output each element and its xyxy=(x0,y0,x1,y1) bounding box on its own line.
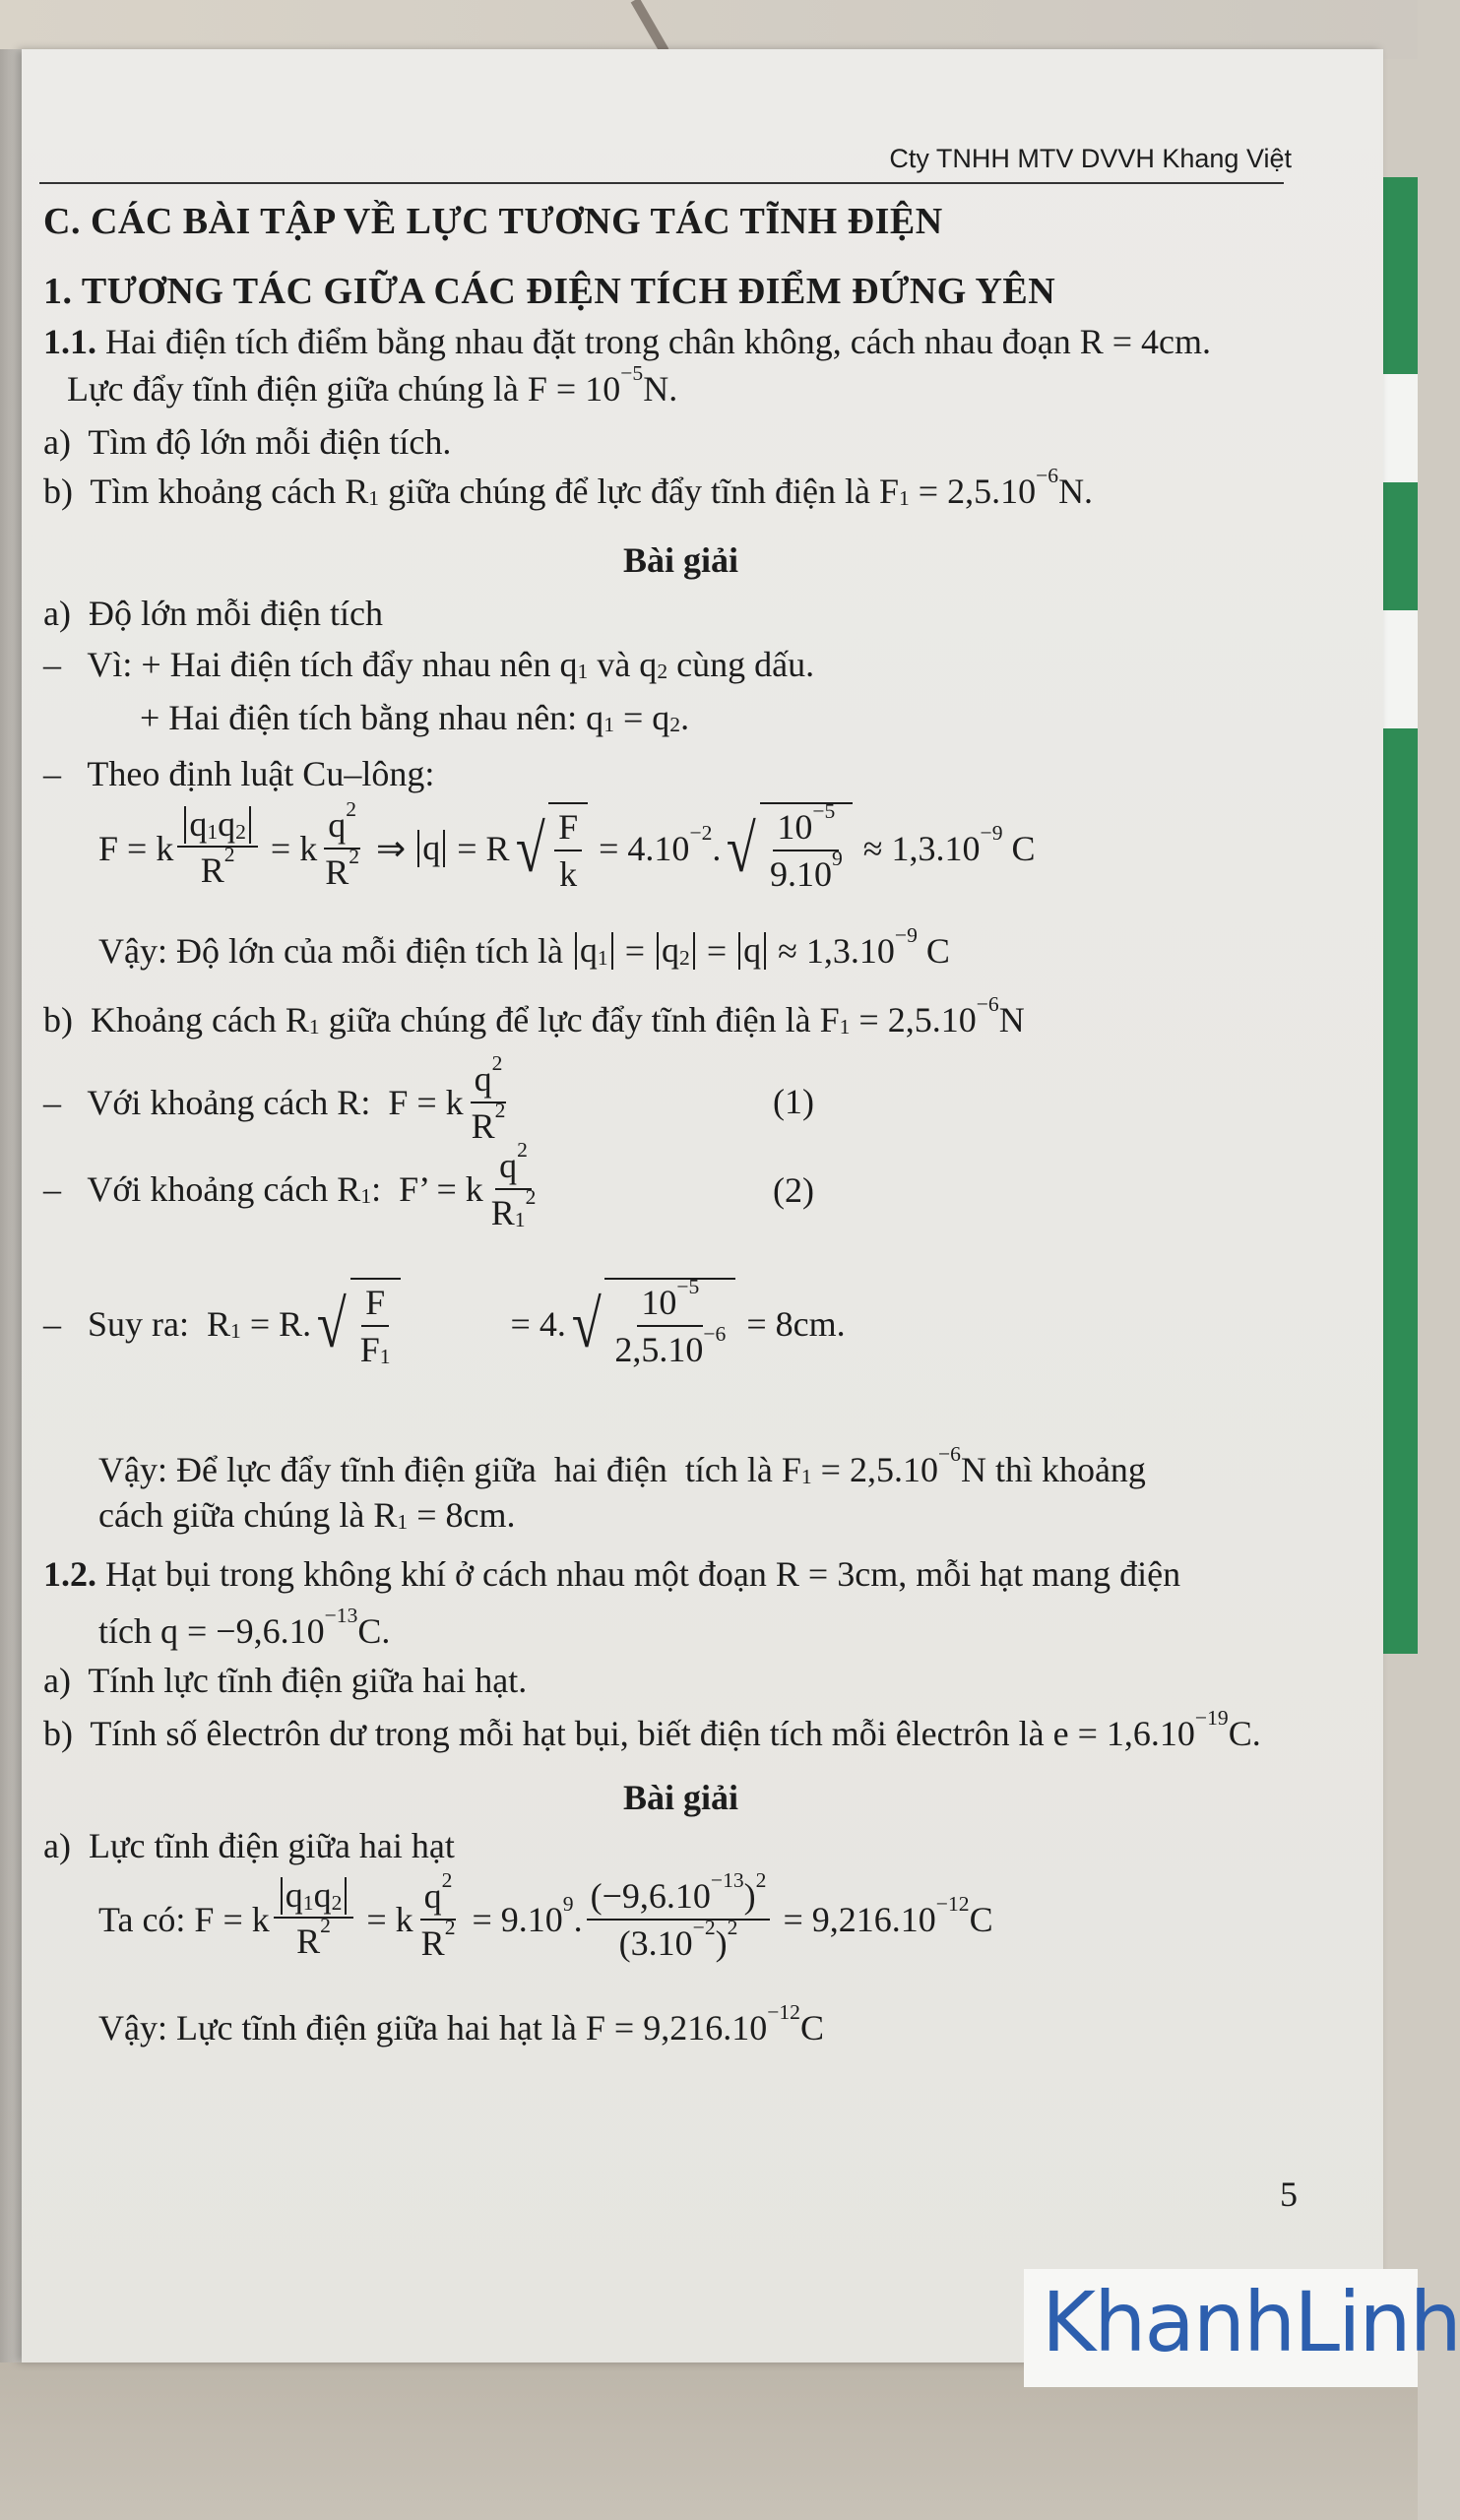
absolute-value xyxy=(281,1877,348,1915)
problem-number: 1.2. xyxy=(43,1554,96,1594)
superscript: 2 xyxy=(320,1914,331,1938)
text-run: tích q = −9,6.10 xyxy=(98,1611,325,1651)
subscript: 1 xyxy=(302,1891,314,1916)
text-run: = R. xyxy=(240,1304,312,1344)
solution-2a-heading xyxy=(43,1825,455,1866)
text-run: b) Tìm khoảng cách R xyxy=(43,472,369,511)
subscript: 1 xyxy=(839,1015,851,1040)
text-run: N. xyxy=(643,369,678,409)
problem-1-1 xyxy=(43,321,1211,362)
square-root xyxy=(568,1275,736,1370)
numerator xyxy=(471,1051,507,1103)
text-run: = 4.10 xyxy=(590,829,690,868)
text-run: b) Khoảng cách R xyxy=(43,1000,309,1040)
subscript: 1 xyxy=(800,1465,812,1489)
subscript: 1 xyxy=(597,946,608,971)
text-run: F = k xyxy=(98,829,174,868)
superscript: −9 xyxy=(894,923,918,948)
radicand xyxy=(350,1278,401,1370)
subscript: 1 xyxy=(379,1345,391,1369)
square-root xyxy=(723,799,852,895)
numerator xyxy=(637,1275,703,1327)
numerator xyxy=(554,806,582,851)
text-run: – Theo định luật Cu–lông: xyxy=(43,754,435,793)
text-run: R xyxy=(420,1923,445,1963)
fraction xyxy=(487,1138,540,1233)
denominator xyxy=(417,1916,460,1964)
problem-1-1-force xyxy=(67,361,678,410)
text-run: q xyxy=(474,1059,492,1099)
text-run: ≈ 1,3.10 xyxy=(854,829,981,868)
text-run: Vậy: Để lực đẩy tĩnh điện giữa hai điện tích là F xyxy=(98,1450,801,1489)
superscript: −9 xyxy=(980,821,1003,846)
text-run: q xyxy=(662,930,680,971)
text-run: C xyxy=(917,931,950,971)
text-run: C. xyxy=(1228,1714,1261,1753)
superscript: 2 xyxy=(223,843,235,867)
text-run: ≈ 1,3.10 xyxy=(769,931,895,971)
text-run: = q xyxy=(613,698,670,737)
superscript: −13 xyxy=(324,1604,358,1628)
superscript: 2 xyxy=(517,1138,528,1163)
subscript: 1 xyxy=(207,820,219,845)
denominator xyxy=(356,1327,395,1370)
text-run: a) Tính lực tĩnh điện giữa hai hạt. xyxy=(43,1661,528,1700)
text-run: Vậy: Lực tĩnh điện giữa hai hạt là F = 9,216.10 xyxy=(98,2008,768,2048)
square-root xyxy=(313,1278,400,1370)
green-object-stripe xyxy=(1383,374,1418,482)
text-run: q xyxy=(285,1875,303,1916)
numerator xyxy=(495,1138,532,1190)
text-run: a) Tìm độ lớn mỗi điện tích. xyxy=(43,422,452,462)
text-run: q xyxy=(422,828,441,868)
radical-sign: √ xyxy=(316,1286,347,1361)
text-run: 10 xyxy=(777,807,813,847)
text-run: và q xyxy=(588,645,658,684)
page-number: 5 xyxy=(1280,2174,1298,2214)
text-run: = 2,5.10 xyxy=(850,1000,977,1040)
text-run: b) Tính số êlectrôn dư trong mỗi hạt bụi, biết điện tích mỗi êlectrôn là e = 1,6.10 xyxy=(43,1714,1195,1753)
text-run: = 8cm. xyxy=(408,1495,516,1535)
superscript: 2 xyxy=(441,1868,453,1893)
conclusion-b xyxy=(98,1442,1146,1490)
superscript: 2 xyxy=(494,1099,506,1123)
text-run: cách giữa chúng là R xyxy=(98,1495,398,1535)
section-title-1: 1. TƯƠNG TÁC GIỮA CÁC ĐIỆN TÍCH ĐIỂM ĐỨNG YÊN xyxy=(43,271,1056,312)
radical-sign: √ xyxy=(571,1286,602,1361)
text-run: ⇒ xyxy=(367,829,415,868)
text-run: q xyxy=(743,930,762,971)
superscript: 2 xyxy=(444,1916,456,1940)
conclusion-b-2 xyxy=(98,1494,516,1536)
question-a xyxy=(43,421,451,463)
text-run: C. xyxy=(357,1611,391,1651)
text-run: : F’ = k xyxy=(371,1169,483,1209)
subscript: 1 xyxy=(577,660,589,684)
text-run: a) Lực tĩnh điện giữa hai hạt xyxy=(43,1826,455,1865)
text-run: Vậy: Độ lớn của mỗi điện tích là xyxy=(98,931,572,971)
absolute-value xyxy=(417,830,445,867)
page-edge xyxy=(0,49,22,2362)
text-run: N. xyxy=(1058,472,1094,511)
text-run: R xyxy=(490,1193,515,1232)
text-run: ) xyxy=(743,1876,756,1916)
text-run: . xyxy=(680,698,690,737)
text-run: Lực đẩy tĩnh điện giữa chúng là F = 10 xyxy=(67,369,621,409)
superscript: 2 xyxy=(755,1868,767,1893)
text-run: = 4. xyxy=(510,1304,566,1344)
problem-1-2-charge xyxy=(98,1604,391,1652)
denominator xyxy=(197,843,239,891)
denominator xyxy=(615,1916,742,1964)
text-run: = 9,216.10 xyxy=(774,1900,936,1939)
radicand xyxy=(548,802,588,895)
superscript: −6 xyxy=(703,1322,727,1347)
conclusion-2a xyxy=(98,2000,824,2048)
denominator xyxy=(555,851,581,895)
text-run: R xyxy=(200,850,224,890)
superscript: −12 xyxy=(935,1892,970,1917)
coulomb-law-label xyxy=(43,753,434,794)
text-run: F xyxy=(558,807,579,847)
subscript: 2 xyxy=(679,946,690,971)
reason-line-2 xyxy=(140,697,689,738)
text-run: = 8cm. xyxy=(737,1304,846,1344)
watermark: KhanhLinh xyxy=(1042,2274,1460,2370)
text-run: = xyxy=(615,931,655,971)
text-run: Ta có: F = k xyxy=(98,1900,270,1939)
reason-line xyxy=(43,644,814,685)
subscript: 2 xyxy=(669,713,681,737)
text-run: 2,5.10 xyxy=(614,1330,704,1369)
fraction xyxy=(468,1051,510,1147)
superscript: −5 xyxy=(676,1275,700,1299)
subscript: 2 xyxy=(331,1891,343,1916)
superscript: 2 xyxy=(349,845,360,869)
superscript: −6 xyxy=(937,1442,961,1467)
radical-sign: √ xyxy=(515,810,545,886)
radicand xyxy=(760,799,853,895)
text-run: C xyxy=(799,2008,824,2048)
numerator xyxy=(361,1282,389,1327)
question-b xyxy=(43,464,1094,512)
denominator xyxy=(610,1322,730,1370)
denominator xyxy=(321,845,363,893)
text-run: C xyxy=(1002,829,1036,868)
superscript: 9 xyxy=(831,847,843,871)
superscript: 2 xyxy=(727,1916,738,1940)
text-run: Bài giải xyxy=(622,1778,739,1817)
superscript: 2 xyxy=(525,1185,537,1210)
header-rule xyxy=(39,182,1284,184)
text-run: = k xyxy=(357,1900,413,1939)
text-run: q xyxy=(579,930,598,971)
text-run: q xyxy=(218,804,236,845)
numerator xyxy=(773,799,839,851)
text-run: = k xyxy=(261,829,318,868)
subscript: 1 xyxy=(308,1015,320,1040)
text-run: = 2,5.10 xyxy=(811,1450,938,1489)
denominator xyxy=(292,1914,335,1962)
absolute-value xyxy=(657,932,695,970)
text-run: = R xyxy=(448,829,510,868)
subscript: 1 xyxy=(368,486,380,511)
subscript: 2 xyxy=(235,820,246,845)
text-run: – Vì: + Hai điện tích đẩy nhau nên q xyxy=(43,645,578,684)
superscript: 2 xyxy=(346,797,357,822)
publisher-header: Cty TNHH MTV DVVH Khang Việt xyxy=(889,144,1292,173)
subscript: 1 xyxy=(514,1208,526,1232)
fraction xyxy=(766,799,847,895)
superscript: 9 xyxy=(562,1892,574,1917)
superscript: −2 xyxy=(692,1916,716,1940)
fraction xyxy=(587,1868,771,1964)
subscript: 1 xyxy=(360,1184,372,1209)
superscript: −13 xyxy=(710,1868,744,1893)
subscript: 1 xyxy=(603,713,614,737)
solution-b-heading xyxy=(43,992,1025,1040)
question-2b xyxy=(43,1706,1261,1754)
text-run: Hai điện tích điểm bằng nhau đặt trong chân không, cách nhau đoạn R = 4cm. xyxy=(96,322,1211,361)
fraction xyxy=(356,1282,395,1370)
text-run: (−9,6.10 xyxy=(590,1876,711,1916)
section-title-c: C. CÁC BÀI TẬP VỀ LỰC TƯƠNG TÁC TĨNH ĐIỆN xyxy=(43,201,943,242)
numerator xyxy=(587,1868,771,1921)
numerator xyxy=(274,1877,354,1919)
denominator xyxy=(468,1099,510,1147)
text-run: q xyxy=(423,1876,442,1916)
text-run: 10 xyxy=(641,1283,677,1322)
text-run: . xyxy=(712,829,722,868)
subscript: 2 xyxy=(657,660,668,684)
text-run: Bài giải xyxy=(622,540,739,580)
text-run: + Hai điện tích bằng nhau nên: q xyxy=(140,698,604,737)
superscript: −6 xyxy=(976,992,999,1017)
radical-sign: √ xyxy=(727,810,757,886)
absolute-value xyxy=(184,806,251,844)
text-run: q xyxy=(313,1875,332,1916)
superscript: −5 xyxy=(812,799,836,824)
text-run: 9.10 xyxy=(769,854,832,894)
text-run: giữa chúng để lực đẩy tĩnh điện là F xyxy=(379,472,899,511)
fraction xyxy=(610,1275,730,1370)
text-run: C xyxy=(969,1900,993,1939)
radicand xyxy=(604,1275,735,1370)
absolute-value xyxy=(738,932,766,970)
formula-r1-result xyxy=(43,1275,846,1370)
formula-distance-r1 xyxy=(43,1138,543,1233)
superscript: −5 xyxy=(620,361,644,386)
text-run: . xyxy=(573,1900,583,1939)
text-run: – Suy ra: R xyxy=(43,1304,231,1344)
text-run: ) xyxy=(715,1923,728,1963)
superscript: −12 xyxy=(767,2000,800,2025)
subscript: 1 xyxy=(898,486,910,511)
text-run: = xyxy=(697,931,736,971)
text-run: – Với khoảng cách R xyxy=(43,1169,361,1209)
superscript: −6 xyxy=(1036,464,1059,488)
text-run: k xyxy=(559,854,578,894)
text-run: Hạt bụi trong không khí ở cách nhau một đoạn R = 3cm, mỗi hạt mang điện xyxy=(96,1554,1181,1594)
text-run: F xyxy=(359,1330,380,1369)
fraction xyxy=(554,806,582,895)
numerator xyxy=(420,1868,457,1921)
superscript: −19 xyxy=(1194,1706,1229,1731)
solution-heading-2 xyxy=(0,1777,1362,1818)
problem-1-2 xyxy=(43,1553,1180,1595)
text-run: R xyxy=(325,852,349,892)
text-run: q xyxy=(499,1146,518,1185)
text-run: = 2,5.10 xyxy=(909,472,1037,511)
text-run: giữa chúng để lực đẩy tĩnh điện là F xyxy=(319,1000,840,1040)
problem-number: 1.1. xyxy=(43,322,96,361)
formula-charge xyxy=(98,797,1036,895)
denominator xyxy=(766,847,847,895)
text-run: N thì khoảng xyxy=(960,1450,1146,1489)
fraction xyxy=(274,1877,354,1962)
text-run: – Với khoảng cách R: F = k xyxy=(43,1083,464,1122)
conclusion-a xyxy=(98,923,950,972)
text-run: R xyxy=(471,1106,495,1146)
text-run: cùng dấu. xyxy=(667,645,815,684)
text-run: q xyxy=(189,804,208,845)
question-2a xyxy=(43,1660,527,1701)
numerator xyxy=(324,797,360,850)
superscript: −2 xyxy=(689,821,713,846)
formula-distance-r xyxy=(43,1051,513,1147)
denominator xyxy=(487,1185,540,1233)
text-run: a) Độ lớn mỗi điện tích xyxy=(43,594,383,633)
superscript: 2 xyxy=(491,1051,503,1076)
equation-label-1: (1) xyxy=(773,1082,814,1121)
subscript: 1 xyxy=(230,1319,241,1344)
solution-a-heading xyxy=(43,593,383,634)
subscript: 1 xyxy=(397,1510,409,1535)
equation-label-2: (2) xyxy=(773,1170,814,1210)
text-run: = 9.10 xyxy=(463,1900,563,1939)
fraction xyxy=(177,806,258,891)
formula-force xyxy=(98,1868,993,1964)
text-run: R xyxy=(296,1921,321,1961)
absolute-value xyxy=(575,932,613,970)
square-root xyxy=(512,802,589,895)
text-run: (3.10 xyxy=(618,1923,693,1963)
fraction xyxy=(417,1868,460,1964)
green-object-stripe xyxy=(1383,610,1418,728)
solution-heading xyxy=(0,539,1362,581)
text-run: F xyxy=(365,1283,386,1322)
fraction xyxy=(321,797,363,893)
numerator xyxy=(177,806,258,848)
text-run: q xyxy=(328,805,347,845)
text-run: N xyxy=(998,1000,1025,1040)
